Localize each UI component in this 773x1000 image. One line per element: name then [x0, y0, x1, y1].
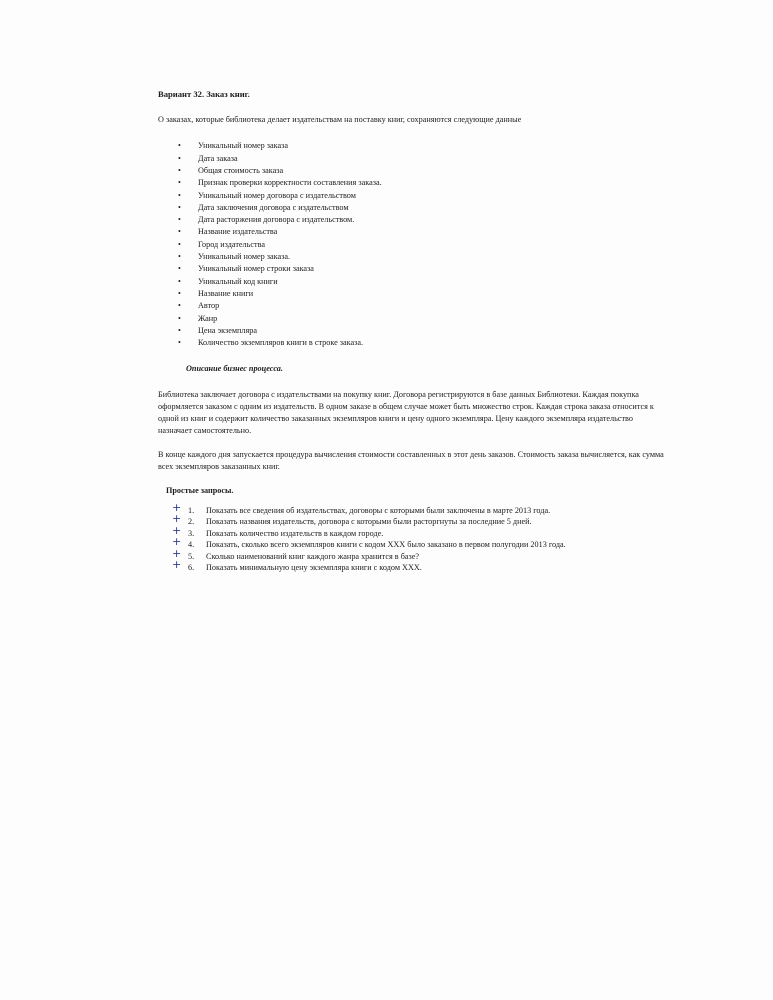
query-list-item: [158, 512, 668, 528]
field-text: Дата заказа: [198, 153, 238, 163]
bullet-icon: •: [178, 165, 181, 175]
query-text: Сколько наименований книг каждого жанра хранится в базе?: [206, 551, 420, 561]
bullet-icon: •: [178, 215, 181, 225]
bullet-icon: •: [178, 338, 181, 348]
handwritten-plus-icon: +: [172, 535, 182, 549]
query-number: 1.: [188, 505, 195, 515]
query-list-item: [158, 558, 668, 574]
query-number: 6.: [188, 563, 195, 573]
field-list-item: [178, 140, 668, 152]
field-list-item: [178, 177, 668, 189]
process-paragraph-1: Библиотека заключает договора с издательствами на покупку книг. Договора регистрируются в базе данных Библиотеки. Каждая покупка оформляется заказом с одним из издательств. В одном заказе в общем случае может быть множество строк. Каждая строка заказа относится к одной из книг и содержит количество заказанных экземпляров книги и цену одного экземпляра. Цену каждого экземпляра издательство назначает самостоятельно.: [158, 390, 654, 435]
field-text: Дата заключения договора с издательством: [198, 202, 349, 212]
field-list-item: [178, 190, 668, 202]
field-list-item: [178, 313, 668, 325]
field-list-item: [178, 214, 668, 226]
bullet-icon: •: [178, 141, 181, 151]
bullet-icon: •: [178, 239, 181, 249]
field-text: Жанр: [198, 313, 218, 323]
bullet-icon: •: [178, 264, 181, 274]
query-number: 3.: [188, 528, 195, 538]
field-text: Название книги: [198, 288, 254, 298]
field-list-item: [178, 288, 668, 300]
bullet-icon: •: [178, 313, 181, 323]
query-text: Показать количество издательств в каждом городе.: [206, 528, 384, 538]
field-text: Признак проверки корректности составления заказа.: [198, 178, 382, 188]
bullet-icon: •: [178, 178, 181, 188]
handwritten-plus-icon: +: [172, 500, 182, 514]
bullet-icon: •: [178, 325, 181, 335]
process-heading: Описание бизнес процесса.: [186, 364, 283, 374]
field-text: Уникальный номер строки заказа: [198, 264, 314, 274]
query-text: Показать, сколько всего экземпляров книги с кодом ХХХ было заказано в первом полугодии 2013 года.: [206, 540, 566, 550]
process-paragraph-2: В конце каждого дня запускается процедура вычисления стоимости составленных в этот день заказов. Стоимость заказа вычисляется, как сумма всех экземпляров заказанных книг.: [158, 449, 664, 471]
query-number: 2.: [188, 517, 195, 527]
query-text: Показать названия издательств, договора с которыми были расторгнуты за последние 5 дней.: [206, 517, 532, 527]
field-text: Название издательства: [198, 227, 278, 237]
field-list-item: [178, 239, 668, 251]
bullet-icon: •: [178, 288, 181, 298]
bullet-icon: •: [178, 202, 181, 212]
field-text: Дата расторжения договора с издательством.: [198, 215, 355, 225]
field-list-item: [178, 251, 668, 263]
intro-paragraph: О заказах, которые библиотека делает издательствам на поставку книг, сохраняются следующие данные: [158, 115, 522, 125]
document-title: Вариант 32. Заказ книг.: [158, 89, 250, 99]
queries-heading: Простые запросы.: [166, 485, 234, 495]
bullet-icon: •: [178, 301, 181, 311]
field-list-item: [178, 276, 668, 288]
query-list-item: [158, 546, 668, 563]
field-text: Уникальный номер заказа: [198, 141, 289, 151]
field-list-item: [178, 263, 668, 275]
field-list-item: [178, 202, 668, 214]
field-text: Общая стоимость заказа: [198, 165, 284, 175]
query-list-item: [158, 500, 668, 517]
document-body: [158, 88, 668, 574]
fields-list: [158, 140, 668, 349]
bullet-icon: •: [178, 252, 181, 262]
handwritten-plus-icon: +: [172, 558, 182, 572]
bullet-icon: •: [178, 153, 181, 163]
field-list-item: [178, 226, 668, 238]
bullet-icon: •: [178, 190, 181, 200]
bullet-icon: •: [178, 276, 181, 286]
query-list-item: [158, 535, 668, 551]
field-text: Цена экземпляра: [198, 325, 258, 335]
field-text: Автор: [198, 301, 220, 311]
field-list-item: [178, 153, 668, 165]
handwritten-plus-icon: +: [172, 512, 182, 526]
field-list-item: [178, 165, 668, 177]
field-text: Уникальный номер заказа.: [198, 252, 291, 262]
field-text: Уникальный код книги: [198, 276, 278, 286]
field-list-item: [178, 300, 668, 312]
handwritten-plus-icon: +: [172, 523, 182, 537]
field-text: Количество экземпляров книги в строке заказа.: [198, 338, 364, 348]
query-number: 5.: [188, 551, 195, 561]
field-text: Уникальный номер договора с издательством: [198, 190, 356, 200]
query-number: 4.: [188, 540, 195, 550]
bullet-icon: •: [178, 227, 181, 237]
queries-list: [158, 500, 668, 575]
field-list-item: [178, 337, 668, 349]
query-text: Показать минимальную цену экземпляра книги с кодом ХХХ.: [206, 563, 422, 573]
query-text: Показать все сведения об издательствах, договоры с которыми были заключены в марте 2013 года.: [206, 505, 551, 515]
field-text: Город издательства: [198, 239, 265, 249]
handwritten-plus-icon: +: [172, 546, 182, 560]
query-list-item: [158, 523, 668, 540]
field-list-item: [178, 325, 668, 337]
